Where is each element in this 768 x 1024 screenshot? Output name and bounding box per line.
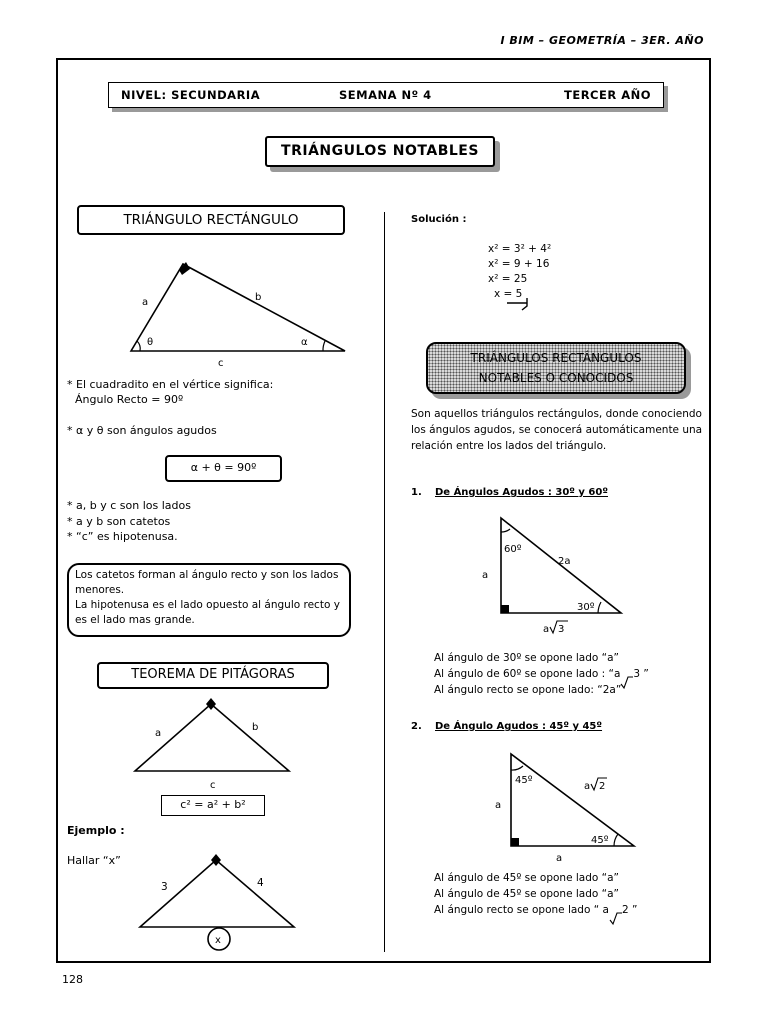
theta-arc: [137, 341, 140, 351]
item-1-text: [434, 650, 649, 698]
side-3-label: 3: [161, 881, 168, 893]
radicand-2: 2: [599, 781, 606, 792]
section-title: TEOREMA DE PITÁGORAS: [131, 667, 295, 682]
page-number: 128: [62, 973, 83, 986]
level-label: NIVEL: SECUNDARIA: [121, 88, 261, 102]
column-divider: [384, 212, 385, 952]
angle-arc: [511, 766, 523, 770]
item-1-line: Al ángulo de 60º se opone lado : “a: [434, 668, 621, 680]
angle-arc: [598, 602, 601, 613]
info-line: Los catetos forman al ángulo recto y son los lados: [75, 569, 339, 581]
triangle-45-45-diagram: [480, 745, 645, 870]
intro-line: Son aquellos triángulos rectángulos, donde conociendo: [411, 408, 702, 420]
angle-arc: [614, 834, 618, 846]
note-square-meaning: * El cuadradito en el vértice significa:: [67, 378, 274, 391]
pythagoras-formula-box: [161, 795, 265, 816]
solution-steps: [488, 242, 551, 302]
section-title-box-pythagoras: [97, 662, 329, 689]
note-hypotenuse: * “c” es hipotenusa.: [67, 530, 178, 543]
section-title-line: NOTABLES O CONOCIDOS: [478, 371, 634, 385]
item-2-line: Al ángulo de 45º se opone lado “a”: [434, 872, 619, 884]
side-b-label: b: [255, 292, 262, 303]
item-2-line: Al ángulo de 45º se opone lado “a”: [434, 888, 619, 900]
theta-label: θ: [147, 337, 154, 348]
note-legs: * a y b son catetos: [67, 515, 171, 528]
side-a-label: a: [482, 570, 489, 581]
right-angle-mark: [179, 262, 190, 275]
side-c-label: c: [218, 358, 224, 369]
info-box: [67, 563, 351, 637]
running-header: I BIM – GEOMETRÍA – 3ER. AÑO: [500, 34, 704, 47]
item-2-text: [434, 870, 637, 918]
right-angle-mark: [511, 838, 519, 846]
section-title: TRIÁNGULO RECTÁNGULO: [123, 212, 299, 228]
note-acute-angles: * α y θ son ángulos agudos: [67, 424, 217, 437]
solution-line: x = 5: [494, 288, 523, 300]
intro-paragraph: [411, 406, 702, 454]
pythagoras-triangle-diagram: [125, 695, 300, 795]
info-line: menores.: [75, 584, 125, 596]
info-bar: [108, 82, 664, 108]
side-a-bottom-label: a: [556, 853, 563, 864]
solution-line: x² = 25: [488, 273, 528, 285]
angle-sum-formula: α + θ = 90º: [190, 461, 257, 474]
info-line: es el lado mas grande.: [75, 614, 195, 626]
angle-45-bottom-label: 45º: [591, 835, 609, 846]
info-line: La hipotenusa es el lado opuesto al ángulo recto y: [75, 599, 340, 611]
solution-label: Solución :: [411, 214, 467, 225]
side-a-label: a: [495, 800, 502, 811]
right-triangle-diagram: [120, 255, 360, 370]
item-2-line: Al ángulo recto se opone lado “ a: [434, 904, 609, 916]
note-right-angle: Ángulo Recto = 90º: [75, 393, 184, 406]
item-1-number: 1.: [411, 487, 422, 498]
angle-60-label: 60º: [504, 544, 522, 555]
item-2-line-radicand: 2 ”: [621, 904, 638, 916]
section-title-box-right-triangle: [77, 205, 345, 235]
main-title-box: [265, 136, 495, 167]
right-angle-mark: [501, 605, 509, 613]
triangle-30-60-diagram: [470, 510, 640, 640]
right-angle-mark: [211, 854, 221, 866]
side-a-label: a: [142, 297, 149, 308]
section-title-box-notable: [426, 342, 686, 394]
example-label: Ejemplo :: [67, 824, 125, 837]
section-title-line: TRIÁNGULOS RECTÁNGULOS: [470, 351, 642, 365]
hypotenuse-label: 2a: [558, 556, 571, 567]
item-2-title: De Ángulo Agudos : 45º y 45º: [435, 721, 603, 732]
angle-45-top-label: 45º: [515, 775, 533, 786]
item-1-title: De Ángulos Agudos : 30º y 60º: [435, 487, 608, 498]
angle-sum-box: [165, 455, 282, 482]
radicand-3: 3: [558, 624, 565, 635]
side-b-label: b: [252, 722, 259, 733]
hypotenuse-label: a: [584, 781, 591, 792]
item-1-line: Al ángulo recto se opone lado: “2a”: [434, 684, 622, 696]
item-2-number: 2.: [411, 721, 422, 732]
main-title: TRIÁNGULOS NOTABLES: [281, 143, 479, 159]
side-a-label: a: [155, 728, 162, 739]
item-2-line-root: [434, 902, 637, 918]
right-angle-mark: [206, 698, 216, 710]
item-1-line-radicand: 3 ”: [633, 668, 649, 680]
example-triangle-diagram: [130, 848, 310, 953]
intro-line: los ángulos agudos, se conocerá automáticamente una: [411, 424, 703, 436]
year-label: TERCER AÑO: [564, 88, 652, 102]
item-1-line-root: [434, 666, 649, 682]
item-1-line: Al ángulo de 30º se opone lado “a”: [434, 652, 619, 664]
example-text: Hallar “x”: [67, 854, 121, 867]
solution-line: x² = 9 + 16: [488, 258, 550, 270]
solution-line: x² = 3² + 4²: [488, 243, 552, 255]
week-label: SEMANA Nº 4: [339, 88, 432, 102]
pythagoras-formula: c² = a² + b²: [180, 798, 246, 811]
alpha-label: α: [301, 337, 308, 348]
note-sides: * a, b y c son los lados: [67, 499, 191, 512]
intro-line: relación entre los lados del triángulo.: [411, 440, 607, 452]
angle-30-label: 30º: [577, 602, 595, 613]
alpha-arc: [323, 341, 325, 351]
side-x-label: x: [215, 935, 221, 946]
side-4-label: 4: [257, 877, 264, 889]
answer-underline-mark: [505, 298, 535, 312]
angle-arc: [501, 529, 510, 532]
side-c-label: c: [210, 780, 216, 791]
side-a-root3-label: a: [543, 624, 550, 635]
